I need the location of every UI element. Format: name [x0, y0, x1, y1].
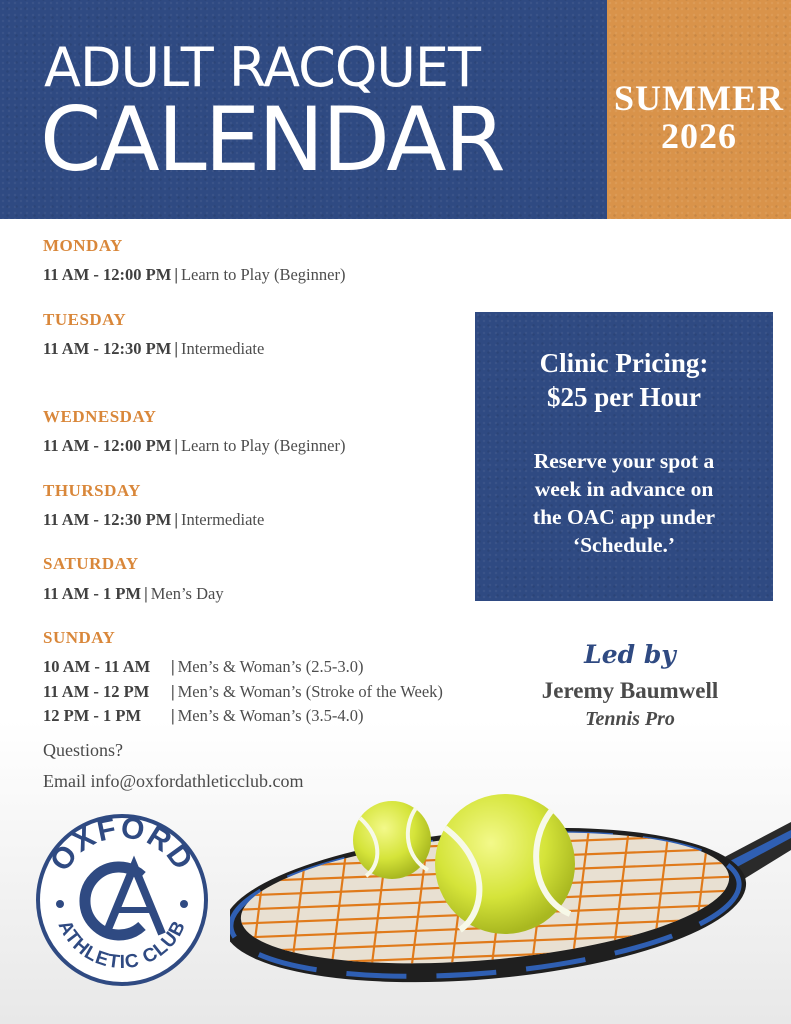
schedule-slot: [43, 657, 363, 677]
slot-separator: |: [174, 339, 178, 358]
slot-separator: |: [144, 584, 148, 603]
slot-description: Men’s & Woman’s (Stroke of the Week): [177, 682, 443, 701]
title-line-2: CALENDAR: [40, 88, 504, 191]
slot-description: Men’s & Woman’s (3.5-4.0): [177, 706, 364, 725]
day-monday: MONDAY: [43, 236, 123, 255]
slot-description: Men’s & Woman’s (2.5-3.0): [177, 657, 364, 676]
day-tuesday: TUESDAY: [43, 310, 127, 329]
reserve-line: ‘Schedule.’: [572, 533, 676, 557]
questions-label: Questions?: [43, 740, 123, 760]
slot-description: Intermediate: [180, 510, 265, 529]
tennis-ball-icon: [435, 794, 575, 934]
led-by-label: Led by: [584, 640, 676, 669]
day-thursday: THURSDAY: [43, 481, 141, 500]
schedule-slot: [43, 682, 443, 702]
slot-separator: |: [171, 682, 175, 701]
day-sunday: SUNDAY: [43, 628, 116, 647]
slot-time: 11 AM - 12:00 PM: [43, 265, 172, 284]
logo-top-text: OXFORD: [43, 814, 201, 878]
slot-separator: |: [174, 436, 178, 455]
schedule-slot: [43, 706, 363, 726]
instructor-name: Jeremy Baumwell: [541, 678, 719, 703]
contact-email[interactable]: Email info@oxfordathleticclub.com: [43, 771, 304, 791]
slot-time: 11 AM - 12:30 PM: [43, 339, 172, 358]
slot-separator: |: [174, 265, 178, 284]
tennis-ball-icon: [353, 801, 431, 879]
schedule-slot: [43, 510, 264, 530]
pricing-heading: Clinic Pricing:: [539, 348, 709, 378]
reserve-line: week in advance on: [534, 477, 714, 501]
season-banner: [607, 0, 791, 219]
reserve-line: the OAC app under: [532, 505, 716, 529]
slot-description: Learn to Play (Beginner): [180, 436, 346, 455]
schedule-slot: [43, 584, 224, 604]
title-line-1: ADULT RACQUET: [44, 36, 481, 99]
oac-logo-icon: [36, 814, 208, 986]
logo-bottom-text: ATHLETIC CLUB: [53, 917, 191, 974]
season-label: SUMMER: [614, 78, 784, 118]
header-banner: [0, 0, 607, 219]
slot-separator: |: [171, 706, 175, 725]
schedule-slot: [43, 265, 345, 285]
slot-description: Men’s Day: [150, 584, 224, 603]
slot-time: 10 AM - 11 AM: [43, 657, 151, 676]
day-saturday: SATURDAY: [43, 554, 139, 573]
season-year: 2026: [661, 116, 737, 156]
slot-separator: |: [174, 510, 178, 529]
slot-time: 11 AM - 12:00 PM: [43, 436, 172, 455]
slot-description: Learn to Play (Beginner): [180, 265, 346, 284]
slot-time: 11 AM - 12 PM: [43, 682, 150, 701]
slot-separator: |: [171, 657, 175, 676]
tennis-racquet-icon: [230, 780, 791, 1024]
day-wednesday: WEDNESDAY: [43, 407, 157, 426]
pricing-rate: $25 per Hour: [547, 382, 701, 412]
slot-time: 11 AM - 12:30 PM: [43, 510, 172, 529]
pricing-box: [475, 312, 773, 601]
slot-time: 12 PM - 1 PM: [43, 706, 142, 725]
slot-time: 11 AM - 1 PM: [43, 584, 142, 603]
schedule-slot: [43, 436, 345, 456]
schedule-slot: [43, 339, 264, 359]
reserve-line: Reserve your spot a: [533, 449, 715, 473]
instructor-title: Tennis Pro: [585, 708, 675, 730]
slot-description: Intermediate: [180, 339, 265, 358]
